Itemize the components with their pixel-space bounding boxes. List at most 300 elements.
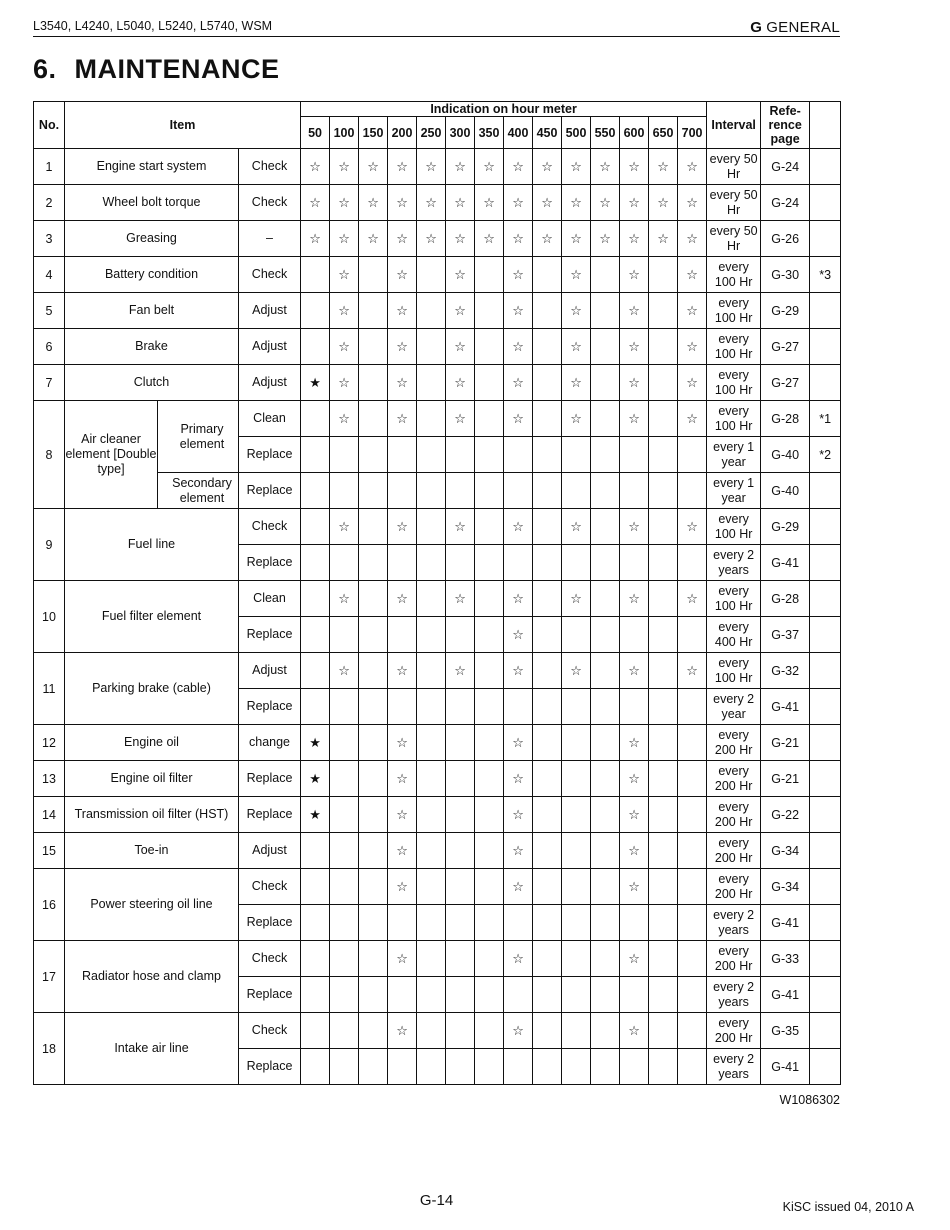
item-reference: G-41 xyxy=(761,545,810,581)
hour-mark xyxy=(533,401,562,437)
item-note xyxy=(810,725,841,761)
item-interval: every 200 Hr xyxy=(707,761,761,797)
hour-mark xyxy=(678,941,707,977)
hour-mark xyxy=(591,977,620,1013)
hour-mark: ☆ xyxy=(446,509,475,545)
item-interval: every 100 Hr xyxy=(707,509,761,545)
hour-mark xyxy=(301,977,330,1013)
hour-mark: ☆ xyxy=(620,581,649,617)
hour-mark xyxy=(475,869,504,905)
hour-mark xyxy=(504,905,533,941)
item-reference: G-34 xyxy=(761,869,810,905)
hour-mark: ☆ xyxy=(446,365,475,401)
hour-mark xyxy=(649,1013,678,1049)
hour-mark xyxy=(417,869,446,905)
item-reference: G-40 xyxy=(761,473,810,509)
item-reference: G-26 xyxy=(761,221,810,257)
item-note xyxy=(810,365,841,401)
hour-mark xyxy=(417,977,446,1013)
hour-mark: ☆ xyxy=(504,365,533,401)
hour-mark: ☆ xyxy=(330,293,359,329)
hour-mark xyxy=(301,689,330,725)
hour-mark: ☆ xyxy=(504,653,533,689)
hour-mark xyxy=(388,617,417,653)
hour-mark xyxy=(591,725,620,761)
hour-mark: ☆ xyxy=(330,509,359,545)
item-number: 9 xyxy=(34,509,65,581)
item-name: Engine oil xyxy=(65,725,239,761)
hour-mark xyxy=(359,869,388,905)
hour-mark xyxy=(591,1013,620,1049)
item-interval: every 200 Hr xyxy=(707,869,761,905)
hour-mark xyxy=(591,509,620,545)
table-row xyxy=(34,365,841,401)
hour-mark xyxy=(359,653,388,689)
item-action: Replace xyxy=(239,689,301,725)
hour-mark: ☆ xyxy=(330,185,359,221)
hour-mark xyxy=(562,1013,591,1049)
item-number: 13 xyxy=(34,761,65,797)
hour-mark xyxy=(475,257,504,293)
hour-mark xyxy=(359,545,388,581)
table-row xyxy=(34,941,841,977)
hour-mark xyxy=(359,617,388,653)
item-number: 18 xyxy=(34,1013,65,1085)
hour-mark xyxy=(301,329,330,365)
hour-mark xyxy=(678,617,707,653)
item-interval: every 1 year xyxy=(707,473,761,509)
item-reference: G-21 xyxy=(761,725,810,761)
item-note xyxy=(810,1013,841,1049)
hour-mark xyxy=(475,617,504,653)
hour-mark xyxy=(475,977,504,1013)
table-row xyxy=(34,509,841,545)
hour-mark xyxy=(417,293,446,329)
hour-mark xyxy=(475,1049,504,1085)
hour-mark: ☆ xyxy=(330,581,359,617)
item-note: *3 xyxy=(810,257,841,293)
hour-mark: ☆ xyxy=(678,149,707,185)
hour-mark xyxy=(533,833,562,869)
hour-mark: ☆ xyxy=(359,185,388,221)
hour-mark xyxy=(649,833,678,869)
hour-mark: ☆ xyxy=(620,833,649,869)
hour-mark: ☆ xyxy=(678,581,707,617)
hour-header: 200 xyxy=(388,117,417,149)
item-note xyxy=(810,1049,841,1085)
hour-mark: ☆ xyxy=(388,257,417,293)
item-note xyxy=(810,221,841,257)
hour-mark: ☆ xyxy=(562,149,591,185)
hour-header: 100 xyxy=(330,117,359,149)
hour-mark: ☆ xyxy=(504,581,533,617)
hour-mark xyxy=(417,329,446,365)
hour-mark xyxy=(330,761,359,797)
hour-mark xyxy=(475,581,504,617)
hour-mark xyxy=(301,257,330,293)
hour-mark: ☆ xyxy=(330,221,359,257)
item-number: 1 xyxy=(34,149,65,185)
hour-mark xyxy=(562,437,591,473)
hour-mark xyxy=(533,797,562,833)
item-action: Replace xyxy=(239,473,301,509)
hour-mark xyxy=(388,473,417,509)
hour-mark: ☆ xyxy=(330,365,359,401)
hour-mark xyxy=(301,293,330,329)
hour-mark xyxy=(446,473,475,509)
hour-mark: ☆ xyxy=(620,797,649,833)
hour-header: 500 xyxy=(562,117,591,149)
hour-mark xyxy=(620,977,649,1013)
hour-mark xyxy=(417,401,446,437)
item-name: Parking brake (cable) xyxy=(65,653,239,725)
hour-mark xyxy=(359,293,388,329)
hour-mark xyxy=(678,869,707,905)
title-text: MAINTENANCE xyxy=(74,54,280,84)
hour-mark: ☆ xyxy=(388,1013,417,1049)
item-interval: every 200 Hr xyxy=(707,941,761,977)
hour-mark xyxy=(359,1013,388,1049)
item-interval: every 2 years xyxy=(707,545,761,581)
hour-mark xyxy=(591,653,620,689)
hour-mark: ☆ xyxy=(620,761,649,797)
hour-mark: ☆ xyxy=(678,653,707,689)
hour-mark: ★ xyxy=(301,797,330,833)
hour-mark xyxy=(475,761,504,797)
hour-mark: ☆ xyxy=(388,329,417,365)
hour-mark xyxy=(388,437,417,473)
section-title: GENERAL xyxy=(766,19,840,36)
hour-mark: ☆ xyxy=(446,185,475,221)
hour-mark xyxy=(417,941,446,977)
document-code: W1086302 xyxy=(779,1093,840,1107)
hour-mark xyxy=(678,977,707,1013)
hour-header: 150 xyxy=(359,117,388,149)
item-action: – xyxy=(239,221,301,257)
hour-mark xyxy=(330,617,359,653)
hour-mark xyxy=(330,545,359,581)
item-reference: G-34 xyxy=(761,833,810,869)
hour-mark: ☆ xyxy=(620,293,649,329)
hour-mark: ☆ xyxy=(678,509,707,545)
item-note: *2 xyxy=(810,437,841,473)
hour-mark xyxy=(475,941,504,977)
hour-mark xyxy=(591,437,620,473)
hour-header: 50 xyxy=(301,117,330,149)
item-action: Replace xyxy=(239,977,301,1013)
item-note xyxy=(810,653,841,689)
hour-mark xyxy=(359,725,388,761)
hour-mark: ☆ xyxy=(301,185,330,221)
table-row xyxy=(34,221,841,257)
item-note xyxy=(810,185,841,221)
table-row xyxy=(34,401,841,437)
hour-mark xyxy=(649,797,678,833)
table-row xyxy=(34,149,841,185)
hour-mark: ☆ xyxy=(678,401,707,437)
hour-mark xyxy=(446,689,475,725)
hour-mark xyxy=(330,437,359,473)
hour-mark: ☆ xyxy=(678,221,707,257)
hour-mark xyxy=(649,509,678,545)
item-action: Replace xyxy=(239,617,301,653)
item-name: Greasing xyxy=(65,221,239,257)
hour-mark: ☆ xyxy=(446,581,475,617)
hour-mark xyxy=(649,905,678,941)
hour-mark xyxy=(678,833,707,869)
hour-mark: ☆ xyxy=(562,581,591,617)
table-row xyxy=(34,293,841,329)
hour-mark xyxy=(359,905,388,941)
item-number: 12 xyxy=(34,725,65,761)
hour-mark xyxy=(591,833,620,869)
hour-mark xyxy=(359,329,388,365)
hour-mark xyxy=(504,689,533,725)
hour-header: 550 xyxy=(591,117,620,149)
hour-mark: ☆ xyxy=(388,401,417,437)
item-number: 16 xyxy=(34,869,65,941)
hour-mark xyxy=(533,1013,562,1049)
hour-header: 400 xyxy=(504,117,533,149)
hour-mark xyxy=(301,941,330,977)
item-name: Battery condition xyxy=(65,257,239,293)
hour-mark xyxy=(620,617,649,653)
item-interval: every 50 Hr xyxy=(707,221,761,257)
hour-mark: ☆ xyxy=(359,221,388,257)
hour-mark xyxy=(591,365,620,401)
hour-mark: ☆ xyxy=(446,293,475,329)
hour-mark: ☆ xyxy=(446,653,475,689)
hour-mark: ☆ xyxy=(562,221,591,257)
hour-mark xyxy=(475,689,504,725)
hour-mark: ☆ xyxy=(417,185,446,221)
hour-mark: ☆ xyxy=(562,293,591,329)
item-number: 2 xyxy=(34,185,65,221)
hour-mark: ☆ xyxy=(504,869,533,905)
item-interval: every 100 Hr xyxy=(707,653,761,689)
hour-mark: ☆ xyxy=(330,653,359,689)
item-note xyxy=(810,797,841,833)
hour-mark: ☆ xyxy=(475,149,504,185)
hour-mark xyxy=(446,797,475,833)
item-interval: every 400 Hr xyxy=(707,617,761,653)
hour-mark: ☆ xyxy=(330,401,359,437)
item-note xyxy=(810,545,841,581)
hour-mark: ☆ xyxy=(388,941,417,977)
item-number: 14 xyxy=(34,797,65,833)
table-row xyxy=(34,761,841,797)
col-no-header: No. xyxy=(34,102,65,149)
item-reference: G-21 xyxy=(761,761,810,797)
hour-header: 450 xyxy=(533,117,562,149)
document-models: L3540, L4240, L5040, L5240, L5740, WSM xyxy=(33,19,273,33)
hour-mark: ☆ xyxy=(504,617,533,653)
hour-mark: ☆ xyxy=(678,329,707,365)
item-interval: every 100 Hr xyxy=(707,257,761,293)
hour-mark: ☆ xyxy=(359,149,388,185)
hour-mark: ☆ xyxy=(649,185,678,221)
hour-mark xyxy=(417,833,446,869)
hour-mark xyxy=(533,869,562,905)
item-note xyxy=(810,329,841,365)
col-item-header: Item xyxy=(65,102,301,149)
item-name: Fuel line xyxy=(65,509,239,581)
item-action: Replace xyxy=(239,797,301,833)
hour-mark xyxy=(446,1013,475,1049)
item-action: Check xyxy=(239,257,301,293)
hour-mark xyxy=(533,581,562,617)
item-interval: every 1 year xyxy=(707,437,761,473)
hour-mark xyxy=(649,941,678,977)
hour-mark: ☆ xyxy=(620,1013,649,1049)
item-action: change xyxy=(239,725,301,761)
hour-mark xyxy=(562,977,591,1013)
hour-mark: ☆ xyxy=(504,401,533,437)
hour-mark: ☆ xyxy=(620,149,649,185)
hour-mark xyxy=(533,545,562,581)
item-interval: every 2 year xyxy=(707,689,761,725)
hour-mark xyxy=(591,473,620,509)
hour-mark xyxy=(562,761,591,797)
item-number: 11 xyxy=(34,653,65,725)
hour-mark xyxy=(649,401,678,437)
hour-mark xyxy=(330,1049,359,1085)
issue-info: KiSC issued 04, 2010 A xyxy=(782,1200,914,1214)
hour-mark xyxy=(504,473,533,509)
hour-mark xyxy=(446,725,475,761)
hour-mark: ☆ xyxy=(620,653,649,689)
hour-mark xyxy=(359,761,388,797)
hour-mark: ☆ xyxy=(678,365,707,401)
hour-mark xyxy=(359,833,388,869)
hour-mark xyxy=(359,257,388,293)
hour-mark xyxy=(620,545,649,581)
hour-mark xyxy=(620,905,649,941)
hour-mark xyxy=(649,581,678,617)
hour-mark: ☆ xyxy=(446,257,475,293)
header-rule xyxy=(33,36,840,37)
hour-header: 600 xyxy=(620,117,649,149)
hour-mark xyxy=(330,869,359,905)
item-action: Check xyxy=(239,185,301,221)
hour-mark xyxy=(591,545,620,581)
hour-mark: ☆ xyxy=(591,185,620,221)
item-interval: every 100 Hr xyxy=(707,401,761,437)
item-interval: every 2 years xyxy=(707,977,761,1013)
item-action: Adjust xyxy=(239,329,301,365)
hour-mark: ☆ xyxy=(620,509,649,545)
hour-mark: ☆ xyxy=(504,221,533,257)
item-name: Radiator hose and clamp xyxy=(65,941,239,1013)
hour-mark: ☆ xyxy=(504,293,533,329)
hour-mark xyxy=(533,905,562,941)
item-reference: G-24 xyxy=(761,185,810,221)
item-action: Adjust xyxy=(239,833,301,869)
hour-mark: ★ xyxy=(301,365,330,401)
hour-mark xyxy=(533,977,562,1013)
hour-mark xyxy=(649,653,678,689)
hour-mark xyxy=(591,689,620,725)
item-reference: G-41 xyxy=(761,689,810,725)
title-number: 6. xyxy=(33,54,57,84)
item-interval: every 100 Hr xyxy=(707,329,761,365)
hour-mark xyxy=(475,365,504,401)
item-note xyxy=(810,293,841,329)
page-title xyxy=(33,54,298,85)
item-interval: every 200 Hr xyxy=(707,797,761,833)
item-name: Air cleaner element [Double type] xyxy=(65,401,158,509)
item-note xyxy=(810,473,841,509)
hour-header: 700 xyxy=(678,117,707,149)
item-reference: G-30 xyxy=(761,257,810,293)
hour-mark xyxy=(417,365,446,401)
hour-mark xyxy=(359,581,388,617)
item-action: Check xyxy=(239,941,301,977)
hour-mark xyxy=(591,1049,620,1085)
hour-mark xyxy=(446,977,475,1013)
hour-mark xyxy=(330,833,359,869)
table-row xyxy=(34,653,841,689)
hour-mark xyxy=(417,257,446,293)
hour-mark xyxy=(591,401,620,437)
item-subname: Primary element xyxy=(158,401,239,473)
hour-mark xyxy=(417,509,446,545)
hour-mark xyxy=(417,1013,446,1049)
hour-mark xyxy=(301,905,330,941)
item-reference: G-40 xyxy=(761,437,810,473)
hour-mark: ☆ xyxy=(562,329,591,365)
hour-mark xyxy=(417,581,446,617)
hour-mark xyxy=(678,437,707,473)
item-name: Intake air line xyxy=(65,1013,239,1085)
item-interval: every 200 Hr xyxy=(707,725,761,761)
hour-mark xyxy=(649,761,678,797)
hour-mark xyxy=(301,509,330,545)
table-row xyxy=(34,1013,841,1049)
item-reference: G-33 xyxy=(761,941,810,977)
hour-mark xyxy=(475,1013,504,1049)
item-action: Adjust xyxy=(239,653,301,689)
hour-mark xyxy=(301,869,330,905)
item-reference: G-41 xyxy=(761,1049,810,1085)
item-note xyxy=(810,761,841,797)
item-reference: G-22 xyxy=(761,797,810,833)
item-reference: G-35 xyxy=(761,1013,810,1049)
hour-mark: ☆ xyxy=(620,725,649,761)
hour-mark: ☆ xyxy=(504,833,533,869)
hour-mark xyxy=(591,941,620,977)
item-name: Engine oil filter xyxy=(65,761,239,797)
item-reference: G-32 xyxy=(761,653,810,689)
item-note xyxy=(810,689,841,725)
hour-mark xyxy=(678,761,707,797)
item-interval: every 100 Hr xyxy=(707,365,761,401)
hour-mark xyxy=(446,437,475,473)
hour-mark: ☆ xyxy=(620,221,649,257)
hour-mark xyxy=(475,833,504,869)
hour-mark: ☆ xyxy=(330,149,359,185)
hour-mark xyxy=(330,725,359,761)
hour-mark xyxy=(533,725,562,761)
hour-mark: ☆ xyxy=(388,761,417,797)
hour-mark xyxy=(446,833,475,869)
hour-mark xyxy=(417,473,446,509)
hour-mark xyxy=(301,581,330,617)
hour-mark: ☆ xyxy=(678,293,707,329)
hour-mark xyxy=(475,293,504,329)
hour-mark xyxy=(446,1049,475,1085)
hour-mark: ☆ xyxy=(504,329,533,365)
